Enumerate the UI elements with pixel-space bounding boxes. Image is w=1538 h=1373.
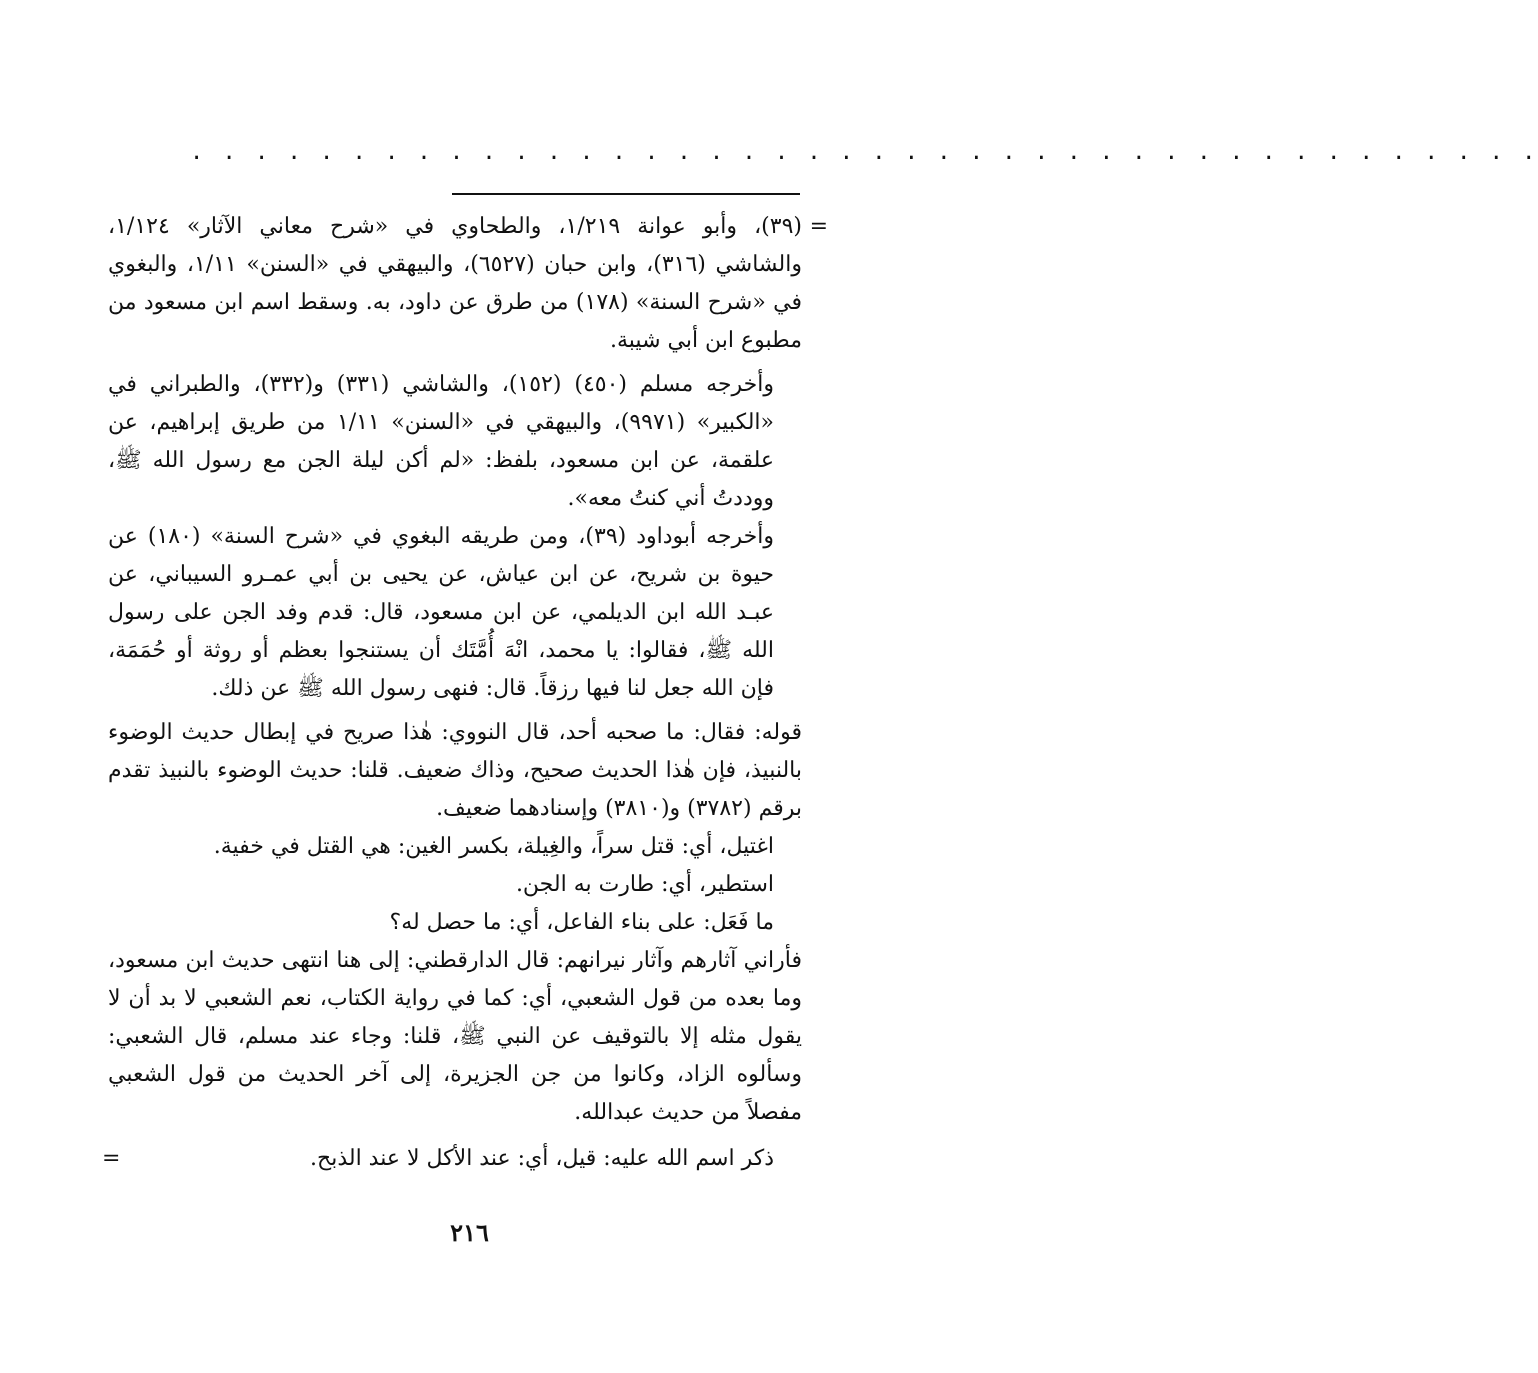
commentary-paragraph-1: قوله: فقال: ما صحبه أحد، قال النووي: هٰذا صريح في إبطال حديث الوضوء بالنبيذ، فإن هٰذا الحديث صحيح، وذاك ضعيف. قلنا: حديث الوضوء بالنبيذ تقدم برقم (٣٧٨٢) و(٣٨١٠) وإسنادهما ضعيف. [108, 720, 802, 821]
footnote-paragraph-1-text: (٣٩)، وأبو عوانة ١/٢١٩، والطحاوي في «شرح معاني الآثار» ١/١٢٤، والشاشي (٣١٦)، وابن حبان (٦٥٢٧)، والبيهقي في «السنن» ١/١١، والبغوي في «شرح السنة» (١٧٨) من طرق عن داود، به. وسقط اسم ابن مسعود من مطبوع ابن أبي شيبة. [108, 214, 803, 353]
page-body [102, 208, 828, 1178]
page-number: ٢١٦ [450, 1218, 489, 1247]
commentary-line-3: ما فَعَل: على بناء الفاعل، أي: ما حصل له؟ [389, 910, 774, 935]
end-continuation-marker: = [102, 1146, 121, 1171]
commentary-line-2: استطير، أي: طارت به الجن. [515, 872, 774, 897]
continuation-marker: = [809, 214, 828, 239]
footnote-paragraph-2: وأخرجه مسلم (٤٥٠) (١٥٢)، والشاشي (٣٣١) و(٣٣٢)، والطبراني في «الكبير» (٩٩٧١)، والبيهقي في «السنن» ١/١١ من طريق إبراهيم، عن علقمة، عن ابن مسعود، بلفظ: «لم أكن ليلة الجن مع رسول الله ﷺ، ووددتُ أني كنتُ معه». [108, 372, 774, 511]
commentary-line-4 [102, 1140, 802, 1178]
commentary-line-4-text: ذكر اسم الله عليه: قيل، أي: عند الأكل لا عند الذبح. [310, 1146, 774, 1171]
commentary-paragraph-2: فأراني آثارهم وآثار نيرانهم: قال الدارقطني: إلى هنا انتهى حديث ابن مسعود، وما بعده من قول الشعبي، أي: كما في رواية الكتاب، نعم الشعبي لا بد أن لا يقول مثله إلا بالتوقيف عن النبي ﷺ، قلنا: وجاء عند مسلم، قال الشعبي: وسألوه الزاد، وكانوا من جن الجزيرة، إلى آخر الحديث من قول الشعبي مفصلاً من حديث عبدالله. [108, 948, 802, 1125]
footnote-paragraph-1 [108, 208, 828, 360]
commentary-line-1: اغتيل، أي: قتل سراً، والغِيلة، بكسر الغين: هي القتل في خفية. [213, 834, 774, 859]
footnote-paragraph-3: وأخرجه أبوداود (٣٩)، ومن طريقه البغوي في «شرح السنة» (١٨٠) عن حيوة بن شريح، عن ابن عياش، عن يحيى بن أبي عمـرو السيباني، عن عبـد الله ابن الديلمي، عن ابن مسعود، قال: قدم وفد الجن على رسول الله ﷺ، فقالوا: يا محمد، انْهَ أُمَّتَك أن يستنجوا بعظم أو روثة أو حُمَمَة، فإن الله جعل لنا فيها رزقاً. قال: فنهى رسول الله ﷺ عن ذلك. [108, 524, 774, 701]
header-dotted-line: . . . . . . . . . . . . . . . . . . . . . . . . . . . . . . . . . . . . . . . . . . [190, 140, 1538, 165]
footnote-separator-rule [452, 193, 800, 195]
